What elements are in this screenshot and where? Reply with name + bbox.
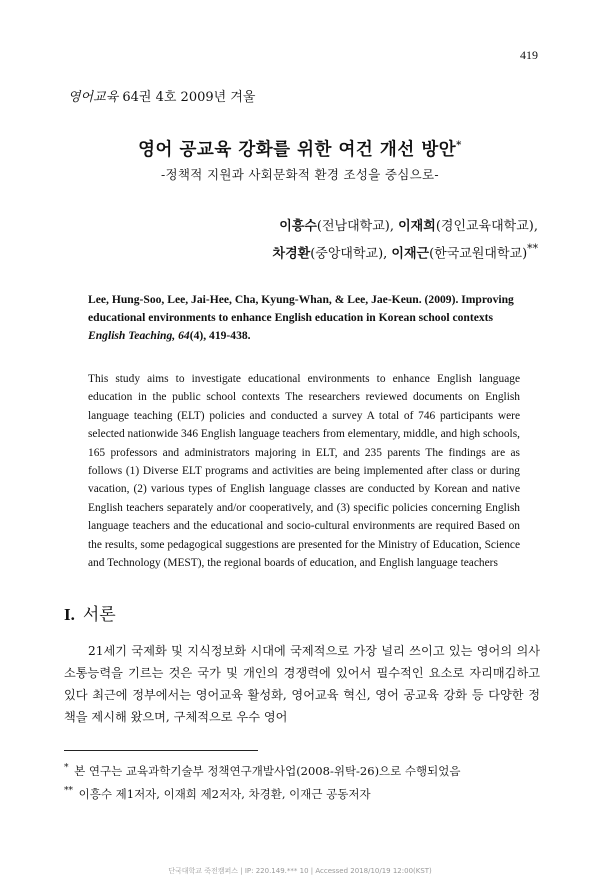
page-number: 419 xyxy=(520,48,538,62)
paper-title xyxy=(0,136,600,161)
author-affiliation: (중앙대학교), xyxy=(310,246,392,262)
footnote-mark: * xyxy=(64,763,69,773)
author-name: 차경환 xyxy=(272,246,311,262)
journal-name: 영어교육 xyxy=(68,90,119,105)
journal-header xyxy=(68,86,255,105)
paper-subtitle: -정책적 지원과 사회문화적 환경 조성을 중심으로- xyxy=(161,167,439,182)
footnote-text: 이흥수 제1저자, 이재희 제2저자, 차경환, 이재근 공동저자 xyxy=(78,786,371,801)
title-block xyxy=(0,136,600,183)
author-line-1 xyxy=(273,216,538,238)
title-footnote-mark: * xyxy=(456,140,462,152)
author-list xyxy=(273,216,538,265)
footnote-text: 본 연구는 교육과학기술부 정책연구개발사업(2008-위탁-26)으로 수행되었음 xyxy=(74,763,461,778)
author-footnote-mark: ** xyxy=(527,242,538,255)
footnote-divider xyxy=(64,750,258,751)
citation-pages: (4), 419-438. xyxy=(189,329,251,342)
section-heading xyxy=(64,600,116,625)
author-name: 이재근 xyxy=(391,246,430,262)
citation xyxy=(88,291,528,345)
footnote xyxy=(64,758,460,781)
abstract: This study aims to investigate educational environments to enhance English language education in the public school contexts The researchers reviewed documents on English language teaching (ELT) policies and conducted a survey A total of 746 participants were selected nationwide 346 English language teachers from elementary, middle, and high schools, 165 professors and administrators majoring in ELT, and 235 parents The findings are as follows (1) Diverse ELT programs and activities are being implemented after class or during vacation, (2) various types of English language classes are conducted by Korean and native English teachers separately and/or cooperatively, and (3) specific policies concerning English language teachers and the educational and socio-cultural environments are required Based on the results, some pedagogical suggestions are presented for the Ministry of Education, Science and Technology (MEST), the regional boards of education, and English language teachers xyxy=(88,373,520,570)
paper-title-text: 영어 공교육 강화를 위한 여건 개선 방안 xyxy=(138,140,457,160)
intro-paragraph: 21세기 국제화 및 지식정보화 시대에 국제적으로 가장 널리 쓰이고 있는 영어의 의사소통능력을 기르는 것은 국가 및 개인의 경쟁력에 있어서 필수적인 요소로 자리매김하고 있다 최근에 정부에서는 영어교육 활성화, 영어교육 혁신, 영어 공교육 강화 등 다양한 정책을 제시해 왔으며, 구체적으로 우수 영어 xyxy=(64,644,540,724)
citation-main: Lee, Hung-Soo, Lee, Jai-Hee, Cha, Kyung-Whan, & Lee, Jae-Keun. (2009). Improving educational environments to enhance English education in Korean school contexts xyxy=(88,293,514,324)
citation-journal: English Teaching, 64 xyxy=(88,329,190,342)
author-name: 이흥수 xyxy=(279,219,317,234)
author-affiliation: (한국교원대학교) xyxy=(429,246,528,262)
footnote-mark: ** xyxy=(64,785,73,796)
section-number: I. xyxy=(64,605,75,624)
author-affiliation: (전남대학교), xyxy=(316,219,399,234)
author-line-2 xyxy=(273,238,538,265)
author-name: 이재희 xyxy=(398,219,436,234)
access-watermark: 단국대학교 죽전캠퍼스 | IP: 220.149.*** 10 | Accessed 2018/10/19 12:00(KST) xyxy=(168,867,432,875)
footnote xyxy=(64,781,460,804)
journal-issue: 64권 4호 2009년 겨울 xyxy=(118,90,256,105)
footnotes xyxy=(64,758,460,804)
section-title: 서론 xyxy=(82,605,116,625)
author-affiliation: (경인교육대학교), xyxy=(435,219,538,234)
